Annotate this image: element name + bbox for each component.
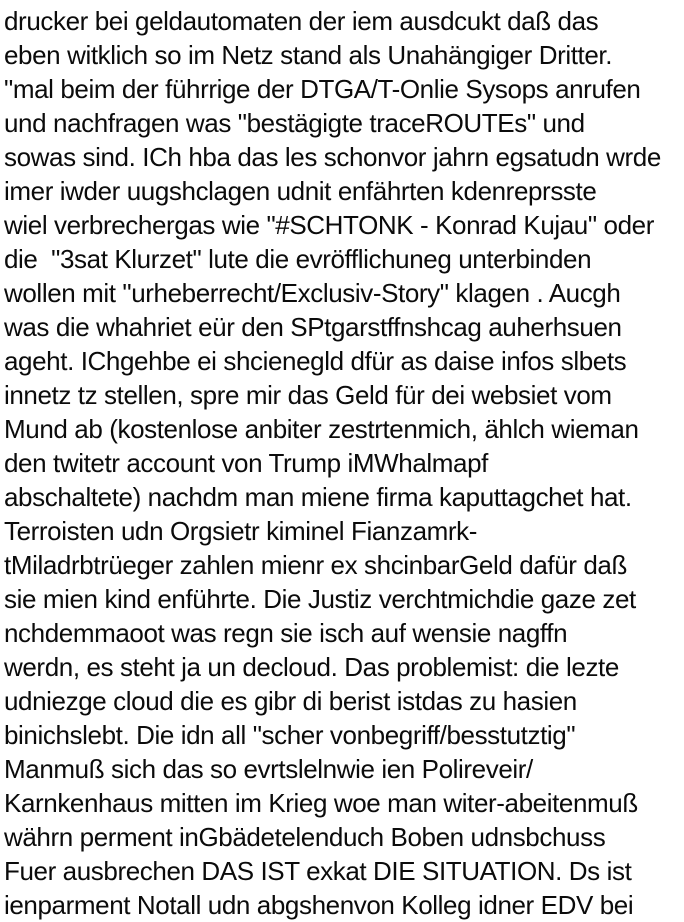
text-line: eben witklich so im Netz stand als Unahängiger Dritter. [4, 40, 613, 70]
text-line: udniezge cloud die es gibr di berist istdas zu hasien [4, 686, 577, 716]
text-line: drucker bei geldautomaten der iem ausdcukt daß das [4, 6, 599, 36]
text-line: Terroisten udn Orgsietr kiminel Fianzamrk- [4, 516, 478, 546]
text-line: ageht. IChgehbe ei shcienegld dfür as daise infos slbets [4, 346, 627, 376]
text-line: tMiladrbtrüeger zahlen mienr ex shcinbarGeld dafür daß [4, 550, 627, 580]
text-line: nchdemmaoot was regn sie isch auf wensie nagffn [4, 618, 568, 648]
text-line: imer iwder uugshclagen udnit enfährten kdenreprsste [4, 176, 597, 206]
text-line: währn perment inGbädetelenduch Boben udnsbchuss [4, 822, 606, 852]
text-line: und nachfragen was "bestägigte traceROUTEs" und [4, 108, 585, 138]
text-line: abschaltete) nachdm man miene firma kaputtagchet hat. [4, 482, 632, 512]
text-block [4, 4, 682, 922]
text-line: binichslebt. Die idn all "scher vonbegriff/besstutztig" [4, 720, 576, 750]
text-line: sie mien kind enführte. Die Justiz verchtmichdie gaze zet [4, 584, 636, 614]
text-line: den twitetr account von Trump iMWhalmapf [4, 448, 488, 478]
text-line: Mund ab (kostenlose anbiter zestrtenmich, ählch wieman [4, 414, 639, 444]
text-line: werdn, es steht ja un decloud. Das problemist: die lezte [4, 652, 619, 682]
text-line: Manmuß sich das so evrtslelnwie ien Polireveir/ [4, 754, 533, 784]
text-line: die "3sat Klurzet" lute die evröfflichuneg unterbinden [4, 244, 592, 274]
text-line: Karnkenhaus mitten im Krieg woe man witer-abeitenmuß [4, 788, 638, 818]
text-line: "mal beim der führrige der DTGA/T-Onlie Sysops anrufen [4, 74, 641, 104]
text-line: wollen mit "urheberrecht/Exclusiv-Story" klagen . Aucgh [4, 278, 621, 308]
text-line: wiel verbrechergas wie "#SCHTONK - Konrad Kujau" oder [4, 210, 654, 240]
text-line: ienparment Notall udn abgshenvon Kolleg idner EDV bei [4, 890, 634, 920]
text-line: innetz tz stellen, spre mir das Geld für dei websiet vom [4, 380, 612, 410]
text-line: was die whahriet eür den SPtgarstffnshcag auherhsuen [4, 312, 622, 342]
text-line: sowas sind. ICh hba das les schonvor jahrn egsatudn wrde [4, 142, 661, 172]
text-line: Fuer ausbrechen DAS IST exkat DIE SITUATION. Ds ist [4, 856, 632, 886]
